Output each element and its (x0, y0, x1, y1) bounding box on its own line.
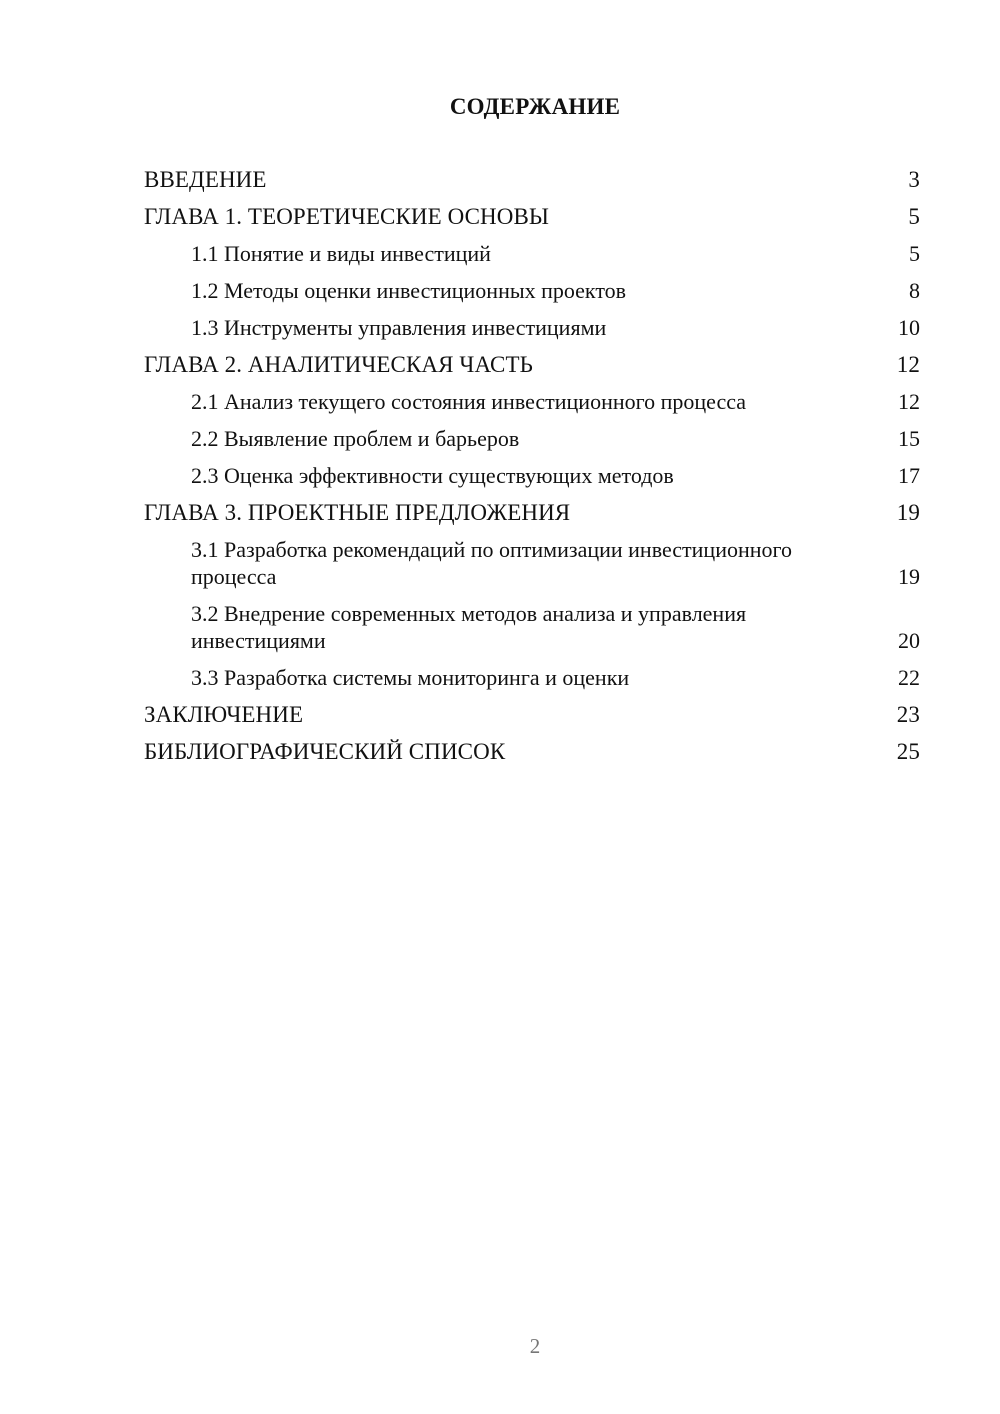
toc-entry-chapter-2[interactable] (144, 351, 920, 378)
toc-entry-section-2-3[interactable] (144, 462, 920, 489)
toc-entry-title: 3.3 Разработка системы мониторинга и оценки (191, 665, 630, 690)
toc-entry-section-1-1[interactable] (144, 240, 920, 267)
toc-entry-section-3-2[interactable] (144, 600, 920, 654)
toc-entry-title: БИБЛИОГРАФИЧЕСКИЙ СПИСОК (144, 739, 506, 764)
toc-entry-page: 3 (908, 167, 920, 192)
toc-entry-section-2-1[interactable] (144, 388, 920, 415)
page-number: 2 (529, 1334, 541, 1358)
toc-entry-page: 20 (898, 628, 920, 653)
toc-entry-section-1-3[interactable] (144, 314, 920, 341)
toc-entry-title: 2.2 Выявление проблем и барьеров (191, 426, 520, 451)
toc-entry-section-2-2[interactable] (144, 425, 920, 452)
toc-entry-chapter-3[interactable] (144, 499, 920, 526)
toc-entry-title: ЗАКЛЮЧЕНИЕ (144, 702, 304, 727)
toc-entry-chapter-1[interactable] (144, 203, 920, 230)
toc-entry-page: 10 (898, 315, 920, 340)
table-of-contents (144, 166, 920, 775)
toc-entry-conclusion[interactable] (144, 701, 920, 728)
toc-entry-page: 19 (898, 564, 920, 589)
toc-entry-title: 1.1 Понятие и виды инвестиций (191, 241, 491, 266)
toc-entry-page: 25 (896, 739, 920, 764)
toc-entry-title: ГЛАВА 3. ПРОЕКТНЫЕ ПРЕДЛОЖЕНИЯ (144, 500, 571, 525)
toc-entry-title: ГЛАВА 1. ТЕОРЕТИЧЕСКИЕ ОСНОВЫ (144, 204, 550, 229)
toc-entry-page: 22 (898, 665, 920, 690)
toc-entry-title: 3.1 Разработка рекомендаций по оптимизации инвестиционного процесса (191, 537, 792, 589)
toc-entry-page: 5 (908, 204, 920, 229)
toc-entry-title: ГЛАВА 2. АНАЛИТИЧЕСКАЯ ЧАСТЬ (144, 352, 533, 377)
toc-entry-title: 2.1 Анализ текущего состояния инвестиционного процесса (191, 389, 747, 414)
toc-entry-page: 8 (909, 278, 920, 303)
toc-entry-page: 5 (909, 241, 920, 266)
toc-entry-page: 17 (898, 463, 920, 488)
toc-entry-section-3-1[interactable] (144, 536, 920, 590)
toc-entry-page: 19 (896, 500, 920, 525)
toc-entry-page: 23 (896, 702, 920, 727)
toc-entry-title: ВВЕДЕНИЕ (144, 167, 267, 192)
toc-entry-section-1-2[interactable] (144, 277, 920, 304)
toc-entry-title: 1.3 Инструменты управления инвестициями (191, 315, 607, 340)
toc-entry-title: 3.2 Внедрение современных методов анализа и управления инвестициями (191, 601, 747, 653)
toc-entry-title: 2.3 Оценка эффективности существующих методов (191, 463, 674, 488)
toc-entry-title: 1.2 Методы оценки инвестиционных проектов (191, 278, 627, 303)
toc-entry-page: 12 (898, 389, 920, 414)
toc-entry-page: 12 (896, 352, 920, 377)
toc-entry-bibliography[interactable] (144, 738, 920, 765)
toc-entry-introduction[interactable] (144, 166, 920, 193)
toc-entry-section-3-3[interactable] (144, 664, 920, 691)
toc-entry-page: 15 (898, 426, 920, 451)
page-title: СОДЕРЖАНИЕ (449, 94, 621, 119)
